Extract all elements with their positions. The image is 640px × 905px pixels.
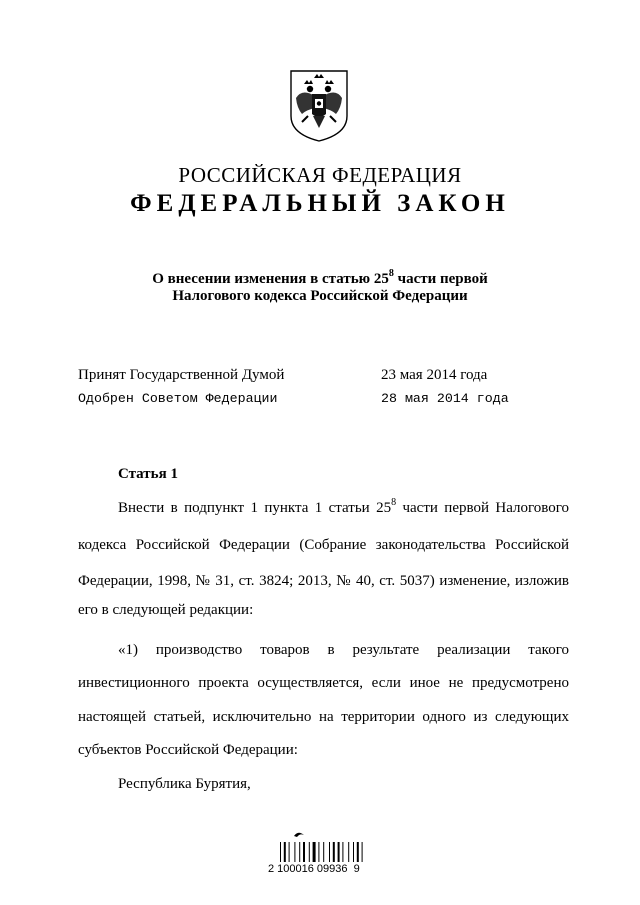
paragraph-2-line-1: «1) производство товаров в результате реализации такого <box>118 642 569 658</box>
paragraph-1-line-4: его в следующей редакции: <box>78 602 254 618</box>
paragraph-2-line-2: инвестиционного проекта осуществляется, если иное не предусмотрено <box>78 675 569 691</box>
barcode-bar <box>348 842 349 862</box>
paragraph-3: Республика Бурятия, <box>118 776 251 792</box>
paragraph-1-line-2: кодекса Российской Федерации (Собрание законодательства Российской <box>78 537 569 553</box>
paragraph-1-line-1: Внести в подпункт 1 пункта 1 статьи $25^8$ части первой Налогового <box>118 497 570 516</box>
barcode-bar <box>284 842 286 862</box>
barcode-bar <box>323 842 324 862</box>
law-title-line-2: Налогового кодекса Российской Федерации <box>172 288 468 304</box>
barcode-bar <box>303 842 305 862</box>
barcode-bar <box>294 842 295 862</box>
paragraph-1-line-3: Федерации, 1998, № 31, ст. 3824; 2013, № 40, ст. 5037) изменение, изложив <box>78 573 569 589</box>
approved-label: Одобрен Советом Федерации <box>78 391 278 406</box>
barcode-bar <box>357 842 359 862</box>
barcode-number: 2 100016 09936 9 <box>268 863 360 875</box>
document-type: ФЕДЕРАЛЬНЫЙ ЗАКОН <box>130 190 510 217</box>
paragraph-2-line-4: субъектов Российской Федерации: <box>78 742 298 758</box>
barcode-bar <box>318 842 319 862</box>
paragraph-2-line-3: настоящей статьей, исключительно на территории одного из следующих <box>78 709 569 725</box>
barcode-bar <box>280 842 281 862</box>
barcode-bar <box>309 842 310 862</box>
article-heading: Статья 1 <box>118 466 178 482</box>
country-name: РОССИЙСКАЯ ФЕДЕРАЦИЯ <box>178 163 462 187</box>
barcode-bar <box>333 842 335 862</box>
signature-mark <box>294 833 304 837</box>
barcode-bar <box>338 842 340 862</box>
barcode-bar <box>329 842 330 862</box>
approved-date: 28 мая 2014 года <box>381 391 509 406</box>
adopted-date: 23 мая 2014 года <box>381 367 488 383</box>
law-title-line-1: О внесении изменения в статью $25^8$ части первой <box>152 268 488 287</box>
barcode-bar <box>362 842 363 862</box>
barcode-bar <box>342 842 343 862</box>
barcode-bar <box>289 842 290 862</box>
barcode-bar <box>313 842 316 862</box>
coat-of-arms-emblem <box>288 68 350 144</box>
barcode-bar <box>299 842 300 862</box>
barcode-bar <box>353 842 354 862</box>
adopted-label: Принят Государственной Думой <box>78 367 285 383</box>
